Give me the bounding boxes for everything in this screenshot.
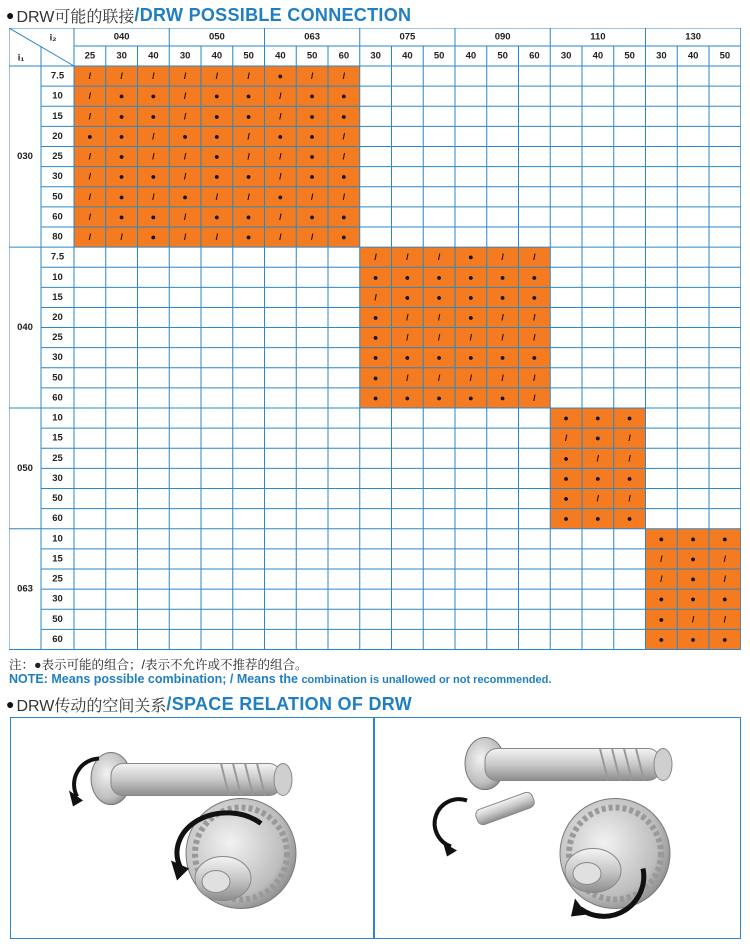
- row-ratio-label: 30: [52, 593, 63, 605]
- connection-mark: ●: [372, 372, 379, 383]
- connection-mark: /: [406, 312, 409, 323]
- connection-mark: ●: [150, 232, 157, 243]
- connection-mark: ●: [531, 292, 538, 303]
- connection-mark: ●: [404, 292, 411, 303]
- connection-mark: /: [501, 252, 504, 263]
- row-ratio-label: 15: [52, 432, 63, 444]
- connection-mark: /: [310, 232, 314, 243]
- connection-mark: /: [628, 453, 631, 464]
- row-ratio-label: 15: [52, 553, 63, 565]
- row-ratio-label: 10: [52, 271, 63, 283]
- row-ratio-label: 15: [52, 110, 63, 122]
- col-ratio-label: 40: [465, 50, 477, 62]
- connection-mark: ●: [563, 473, 569, 484]
- connection-mark: /: [596, 493, 600, 504]
- connection-mark: ●: [118, 111, 125, 122]
- col-ratio-label: 25: [84, 50, 96, 62]
- connection-mark: /: [183, 232, 187, 243]
- connection-mark: ●: [626, 473, 633, 484]
- connection-mark: ●: [436, 292, 442, 303]
- col-ratio-label: 60: [338, 50, 350, 62]
- connection-mark: /: [437, 332, 441, 343]
- connection-mark: /: [437, 312, 441, 323]
- connection-mark: ●: [341, 211, 347, 222]
- connection-mark: /: [88, 111, 92, 122]
- note-label: NOTE:: [9, 672, 48, 686]
- connection-mark: ●: [87, 131, 93, 142]
- title2-en: /SPACE RELATION OF DRW: [166, 693, 413, 714]
- connection-mark: ●: [468, 272, 474, 283]
- connection-mark: /: [691, 614, 695, 625]
- connection-mark: ●: [341, 91, 347, 102]
- row-group-label: 040: [17, 322, 33, 334]
- row-ratio-label: 25: [52, 452, 63, 464]
- connection-mark: ●: [372, 392, 379, 403]
- connection-mark: /: [152, 191, 155, 202]
- connection-mark: /: [533, 392, 536, 403]
- col-ratio-label: 50: [243, 50, 254, 62]
- connection-mark: /: [342, 131, 346, 142]
- connection-mark: ●: [499, 392, 506, 403]
- connection-mark: ●: [436, 392, 442, 403]
- col-ratio-label: 40: [148, 50, 159, 62]
- connection-mark: ●: [150, 111, 157, 122]
- connection-mark: /: [279, 91, 282, 102]
- connection-mark: /: [88, 191, 92, 202]
- col-group-label: 130: [685, 31, 702, 43]
- connection-mark: ●: [182, 191, 188, 202]
- connection-mark: ●: [690, 533, 696, 544]
- connection-table: [9, 28, 741, 652]
- connection-mark: /: [342, 191, 346, 202]
- connection-mark: /: [406, 332, 409, 343]
- connection-mark: ●: [404, 272, 411, 283]
- connection-mark: ●: [309, 131, 315, 142]
- connection-mark: ●: [563, 413, 569, 424]
- col-ratio-label: 40: [592, 50, 604, 62]
- connection-mark: ●: [468, 352, 474, 363]
- connection-mark: ●: [245, 232, 252, 243]
- col-ratio-label: 30: [560, 50, 572, 62]
- connection-mark: /: [437, 252, 441, 263]
- row-ratio-label: 7.5: [50, 70, 65, 82]
- col-group-label: 063: [304, 31, 321, 43]
- connection-mark: ●: [690, 594, 696, 605]
- section-title-space: [6, 693, 412, 715]
- row-group-label: 050: [17, 462, 33, 474]
- col-ratio-label: 40: [211, 50, 223, 62]
- row-ratio-label: 7.5: [50, 251, 65, 263]
- connection-mark: /: [628, 433, 631, 444]
- col-ratio-label: 60: [529, 50, 540, 62]
- col-ratio-label: 30: [116, 50, 127, 62]
- connection-mark: /: [152, 71, 155, 82]
- connection-mark: ●: [468, 392, 474, 403]
- row-ratio-label: 10: [52, 533, 63, 545]
- connection-mark: ●: [499, 292, 506, 303]
- col-ratio-label: 50: [719, 50, 731, 62]
- note-en: [9, 672, 551, 686]
- col-ratio-label: 40: [402, 50, 413, 62]
- connection-mark: /: [183, 151, 187, 162]
- section-title-connection: [6, 4, 411, 26]
- connection-mark: ●: [277, 191, 284, 202]
- connection-mark: /: [469, 372, 473, 383]
- connection-mark: /: [342, 71, 346, 82]
- row-ratio-label: 25: [52, 151, 63, 163]
- connection-mark: ●: [118, 131, 125, 142]
- connection-mark: ●: [245, 91, 252, 102]
- connection-mark: ●: [245, 171, 252, 182]
- connection-mark: /: [437, 372, 441, 383]
- connection-mark: ●: [436, 272, 442, 283]
- connection-mark: ●: [563, 513, 569, 524]
- connection-mark: ●: [214, 91, 220, 102]
- connection-mark: ●: [214, 151, 220, 162]
- connection-mark: ●: [563, 453, 569, 464]
- connection-mark: /: [279, 171, 282, 182]
- connection-mark: ●: [309, 91, 315, 102]
- connection-mark: ●: [341, 111, 347, 122]
- gear-illustration-left: [11, 718, 373, 938]
- connection-mark: ●: [277, 131, 284, 142]
- connection-mark: ●: [722, 594, 728, 605]
- bullet-icon: ●: [6, 696, 15, 712]
- connection-mark: /: [215, 191, 219, 202]
- connection-mark: /: [120, 71, 123, 82]
- connection-mark: ●: [150, 171, 157, 182]
- connection-mark: ●: [595, 413, 601, 424]
- connection-mark: /: [660, 574, 663, 585]
- col-ratio-label: 50: [433, 50, 445, 62]
- row-ratio-label: 50: [52, 493, 63, 505]
- connection-mark: /: [88, 171, 92, 182]
- col-ratio-label: 40: [687, 50, 699, 62]
- connection-mark: /: [183, 91, 187, 102]
- connection-mark: /: [279, 151, 282, 162]
- connection-mark: ●: [118, 91, 125, 102]
- header-i1: i₁: [17, 52, 25, 64]
- connection-mark: ●: [118, 151, 125, 162]
- col-ratio-label: 50: [497, 50, 508, 62]
- connection-mark: /: [310, 71, 314, 82]
- connection-mark: /: [374, 252, 377, 263]
- connection-mark: /: [564, 433, 568, 444]
- connection-mark: /: [247, 131, 250, 142]
- connection-mark: /: [723, 553, 727, 564]
- col-group-label: 040: [113, 31, 130, 43]
- col-ratio-label: 40: [275, 50, 286, 62]
- col-group-label: 090: [494, 31, 511, 43]
- header-i2: i₂: [49, 32, 57, 44]
- row-ratio-label: 10: [52, 412, 63, 424]
- col-ratio-label: 30: [179, 50, 191, 62]
- connection-mark: /: [88, 71, 92, 82]
- connection-mark: ●: [658, 533, 665, 544]
- gear-illustration-right: [375, 718, 739, 938]
- col-ratio-label: 50: [306, 50, 318, 62]
- row-ratio-label: 25: [52, 332, 63, 344]
- connection-mark: ●: [277, 71, 284, 82]
- connection-mark: ●: [214, 171, 220, 182]
- row-ratio-label: 50: [52, 372, 63, 384]
- connection-mark: ●: [658, 594, 665, 605]
- connection-mark: ●: [150, 91, 157, 102]
- connection-mark: /: [533, 312, 536, 323]
- connection-mark: ●: [563, 493, 569, 504]
- connection-mark: ●: [341, 171, 347, 182]
- connection-mark: ●: [372, 272, 379, 283]
- col-group-label: 050: [208, 31, 225, 43]
- connection-mark: /: [533, 372, 536, 383]
- connection-mark: ●: [690, 574, 696, 585]
- connection-mark: ●: [214, 111, 220, 122]
- bullet-icon: ●: [6, 7, 15, 23]
- row-ratio-label: 60: [52, 392, 63, 404]
- connection-mark: /: [501, 372, 504, 383]
- connection-mark: /: [88, 151, 92, 162]
- row-ratio-label: 20: [52, 312, 63, 323]
- title-en: /DRW POSSIBLE CONNECTION: [134, 4, 412, 25]
- row-ratio-label: 30: [52, 472, 63, 484]
- row-ratio-label: 30: [52, 352, 63, 364]
- note-zh: 注：●表示可能的组合；/表示不允许或不推荐的组合。: [9, 658, 308, 672]
- connection-mark: ●: [214, 131, 220, 142]
- connection-mark: /: [183, 111, 187, 122]
- connection-mark: /: [279, 211, 282, 222]
- connection-mark: ●: [436, 352, 442, 363]
- connection-mark: ●: [722, 634, 728, 645]
- connection-mark: /: [342, 151, 346, 162]
- connection-mark: /: [723, 574, 727, 585]
- connection-mark: ●: [499, 352, 506, 363]
- connection-mark: /: [152, 131, 155, 142]
- connection-mark: ●: [468, 292, 474, 303]
- connection-mark: ●: [245, 211, 252, 222]
- connection-mark: ●: [690, 634, 696, 645]
- connection-mark: /: [152, 151, 155, 162]
- connection-mark: ●: [626, 513, 633, 524]
- connection-mark: ●: [531, 352, 538, 363]
- title-zh: DRW可能的联接: [16, 8, 135, 26]
- connection-mark: ●: [118, 191, 125, 202]
- row-ratio-label: 80: [52, 231, 63, 243]
- connection-mark: /: [310, 191, 314, 202]
- row-group-label: 063: [17, 583, 33, 595]
- connection-mark: /: [279, 111, 282, 122]
- connection-mark: /: [88, 232, 92, 243]
- connection-mark: /: [120, 232, 123, 243]
- col-ratio-label: 30: [370, 50, 381, 62]
- space-relation-frame: [10, 717, 741, 939]
- title2-zh: DRW传动的空间关系: [16, 697, 167, 715]
- connection-mark: ●: [658, 614, 665, 625]
- connection-mark: /: [406, 252, 409, 263]
- row-ratio-label: 15: [52, 291, 63, 303]
- connection-mark: ●: [118, 211, 125, 222]
- connection-mark: ●: [309, 211, 315, 222]
- connection-mark: ●: [404, 352, 411, 363]
- connection-mark: /: [628, 493, 631, 504]
- row-ratio-label: 60: [52, 211, 63, 223]
- connection-mark: /: [469, 332, 473, 343]
- row-ratio-label: 25: [52, 573, 63, 585]
- connection-mark: ●: [468, 252, 474, 263]
- worm-gear-top: [465, 738, 672, 790]
- connection-mark: /: [596, 453, 600, 464]
- connection-mark: /: [501, 332, 504, 343]
- row-ratio-label: 60: [52, 513, 63, 525]
- col-group-label: 110: [590, 31, 606, 43]
- connection-mark: /: [660, 553, 663, 564]
- connection-mark: ●: [309, 111, 315, 122]
- connection-mark: ●: [118, 171, 125, 182]
- connection-mark: ●: [245, 111, 252, 122]
- row-ratio-label: 10: [52, 90, 63, 102]
- row-group-label: 030: [17, 151, 33, 163]
- row-ratio-label: 60: [52, 633, 63, 645]
- row-ratio-label: 50: [52, 191, 63, 203]
- connection-mark: /: [247, 151, 250, 162]
- col-ratio-label: 30: [656, 50, 667, 62]
- connection-mark: /: [215, 232, 219, 243]
- connection-mark: /: [533, 332, 536, 343]
- rotation-arrow-left-icon: [435, 799, 467, 846]
- connection-mark: /: [88, 211, 92, 222]
- row-ratio-label: 50: [52, 613, 63, 625]
- connection-mark: /: [183, 171, 187, 182]
- connection-mark: /: [501, 312, 504, 323]
- note-tail: combination is unallowed or not recommended.: [301, 674, 552, 686]
- connection-mark: ●: [150, 211, 157, 222]
- connection-mark: /: [215, 71, 219, 82]
- connection-mark: ●: [372, 312, 379, 323]
- connection-mark: /: [406, 372, 409, 383]
- connection-mark: /: [183, 211, 187, 222]
- connection-mark: /: [374, 292, 377, 303]
- connection-mark: ●: [404, 392, 411, 403]
- connection-mark: ●: [531, 272, 538, 283]
- connection-mark: ●: [309, 171, 315, 182]
- connection-mark: ●: [658, 634, 665, 645]
- connection-mark: ●: [722, 533, 728, 544]
- connection-mark: ●: [309, 151, 315, 162]
- connection-mark: ●: [372, 332, 379, 343]
- worm-gear-top: [91, 753, 292, 805]
- col-group-label: 075: [399, 31, 416, 43]
- connection-mark: ●: [690, 553, 696, 564]
- connection-mark: /: [183, 71, 187, 82]
- connection-mark: ●: [341, 232, 347, 243]
- connection-mark: ●: [499, 272, 506, 283]
- connection-mark: ●: [595, 433, 601, 444]
- connection-mark: ●: [626, 413, 633, 424]
- connection-mark: ●: [182, 131, 188, 142]
- connection-mark: ●: [468, 312, 474, 323]
- connection-mark: /: [279, 232, 282, 243]
- connection-mark: ●: [595, 473, 601, 484]
- row-ratio-label: 30: [52, 171, 63, 183]
- connection-mark: /: [88, 91, 92, 102]
- row-ratio-label: 20: [52, 130, 63, 142]
- connection-mark: /: [533, 252, 536, 263]
- connection-mark: ●: [214, 211, 220, 222]
- connection-mark: /: [247, 71, 250, 82]
- connection-mark: ●: [595, 513, 601, 524]
- note-main: Means possible combination; / Means the: [51, 672, 298, 686]
- connection-mark: /: [723, 614, 727, 625]
- col-ratio-label: 50: [624, 50, 635, 62]
- connection-mark: /: [247, 191, 250, 202]
- connection-mark: ●: [372, 352, 379, 363]
